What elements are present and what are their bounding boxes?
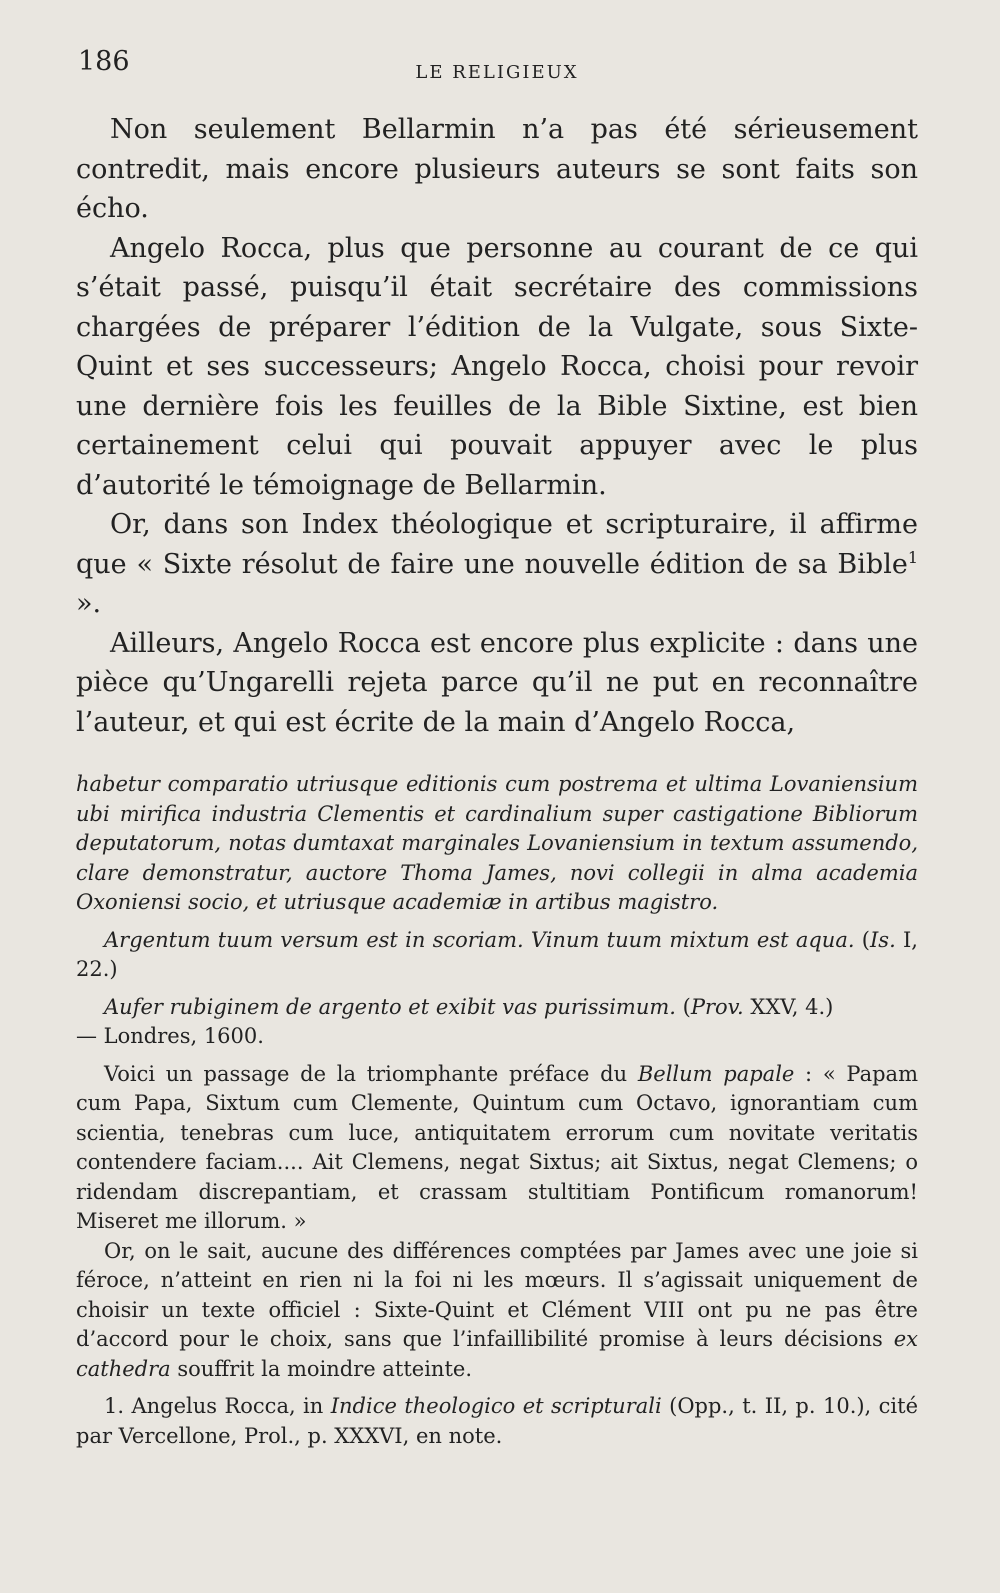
quote-2-ref-open: ( <box>861 927 870 952</box>
footnote-1-text: 1. Angelus Rocca, in <box>104 1394 331 1418</box>
quote-5-italic: ex cathedra <box>76 1327 918 1381</box>
page-number: 186 <box>78 46 130 77</box>
quote-2-text: Argentum tuum versum est in scoriam. Vinum tuum mixtum est aqua. <box>104 927 855 952</box>
quote-4-title: Bellum papale <box>637 1061 795 1086</box>
quote-2-ref-book: Is. <box>870 927 896 952</box>
quote-4-text: Voici un passage de la triomphante préface du <box>104 1061 638 1086</box>
quote-2-ref-rest: I, 22.) <box>76 927 918 981</box>
paragraph-2: Angelo Rocca, plus que personne au courant de ce qui s’était passé, puisqu’il était secrétaire des commissions chargées de préparer l’édition de la Vulgate, sous Sixte-Quint et ses successeurs; Angelo Rocca, choisi pour revoir une dernière fois les feuilles de la Bible Sixtine, est bien certainement celui qui pouvait appuyer avec le plus d’autorité le témoignage de Bellarmin. <box>76 232 918 501</box>
quote-3-tail: — Londres, 1600. <box>76 1024 264 1048</box>
quote-3-ref-open: ( <box>675 994 691 1019</box>
footnote-ref: 1 <box>907 547 918 567</box>
quote-4 <box>76 1060 918 1237</box>
footnote-1-tail: (Opp., t. II, p. 10.), cité par Vercellone, Prol., p. XXXVI, en note. <box>76 1394 919 1448</box>
quote-5-text: Or, on le sait, aucune des différences comptées par James avec une joie si féroce, n’atteint en rien ni la foi ni les mœurs. Il s’agissait uniquement de choisir un texte officiel : Sixte-Quint et Clément VIII ont pu ne pas être d’accord pour le choix, sans que l’infaillibilité promise à leurs décisions <box>76 1238 918 1351</box>
main-text <box>76 110 918 742</box>
footnote-1 <box>76 1392 918 1451</box>
paragraph-1: Non seulement Bellarmin n’a pas été sérieusement contredit, mais encore plusieurs auteurs se sont faits son écho. <box>76 114 918 224</box>
quote-3-ref-book: Prov. <box>690 994 744 1019</box>
quote-2 <box>76 926 918 985</box>
quote-4-tail: : « Papam cum Papa, Sixtum cum Clemente, Quintum cum Octavo, ignorantiam cum scientia, tenebras cum luce, antiquitatem errorum cum novitate veritatis contendere faciam.... Ait Clemens, negat Sixtus; ait Sixtus, negat Clemens; o ridendam discrepantiam, et crassam stultitiam Pontificum romanorum! Miseret me illorum. » <box>76 1061 918 1233</box>
quote-5 <box>76 1237 918 1385</box>
quote-5-tail: souffrit la moindre atteinte. <box>170 1356 472 1381</box>
running-title: LE RELIGIEUX <box>415 62 579 83</box>
quote-3-text: Aufer rubiginem de argento et exibit vas purissimum. <box>104 994 676 1019</box>
quoted-text <box>76 770 918 1384</box>
paragraph-3-text: Or, dans son Index théologique et scripturaire, il affirme que « Sixte résolut de faire une nouvelle édition de sa Bible <box>76 509 918 580</box>
footnote-1-title: Indice theologico et scripturali <box>330 1394 662 1418</box>
quote-3 <box>76 993 918 1052</box>
paragraph-3 <box>76 505 918 624</box>
quote-1: habetur comparatio utriusque editionis cum postrema et ultima Lovaniensium ubi mirifica industria Clementis et cardinalium super castigatione Bibliorum deputatorum, notas dumtaxat marginales Lovaniensium in textum assumendo, clare demonstratur, auctore Thoma James, novi collegii in alma academia Oxoniensi socio, et utriusque academiæ in artibus magistro. <box>76 772 918 914</box>
page-header <box>76 46 918 106</box>
quote-3-ref-rest: XXV, 4.) <box>743 994 834 1019</box>
paragraph-3-tail: ». <box>76 588 102 619</box>
paragraph-4: Ailleurs, Angelo Rocca est encore plus explicite : dans une pièce qu’Ungarelli rejeta parce qu’il ne put en reconnaître l’auteur, et qui est écrite de la main d’Angelo Rocca, <box>76 627 918 738</box>
footnote <box>76 1392 918 1451</box>
